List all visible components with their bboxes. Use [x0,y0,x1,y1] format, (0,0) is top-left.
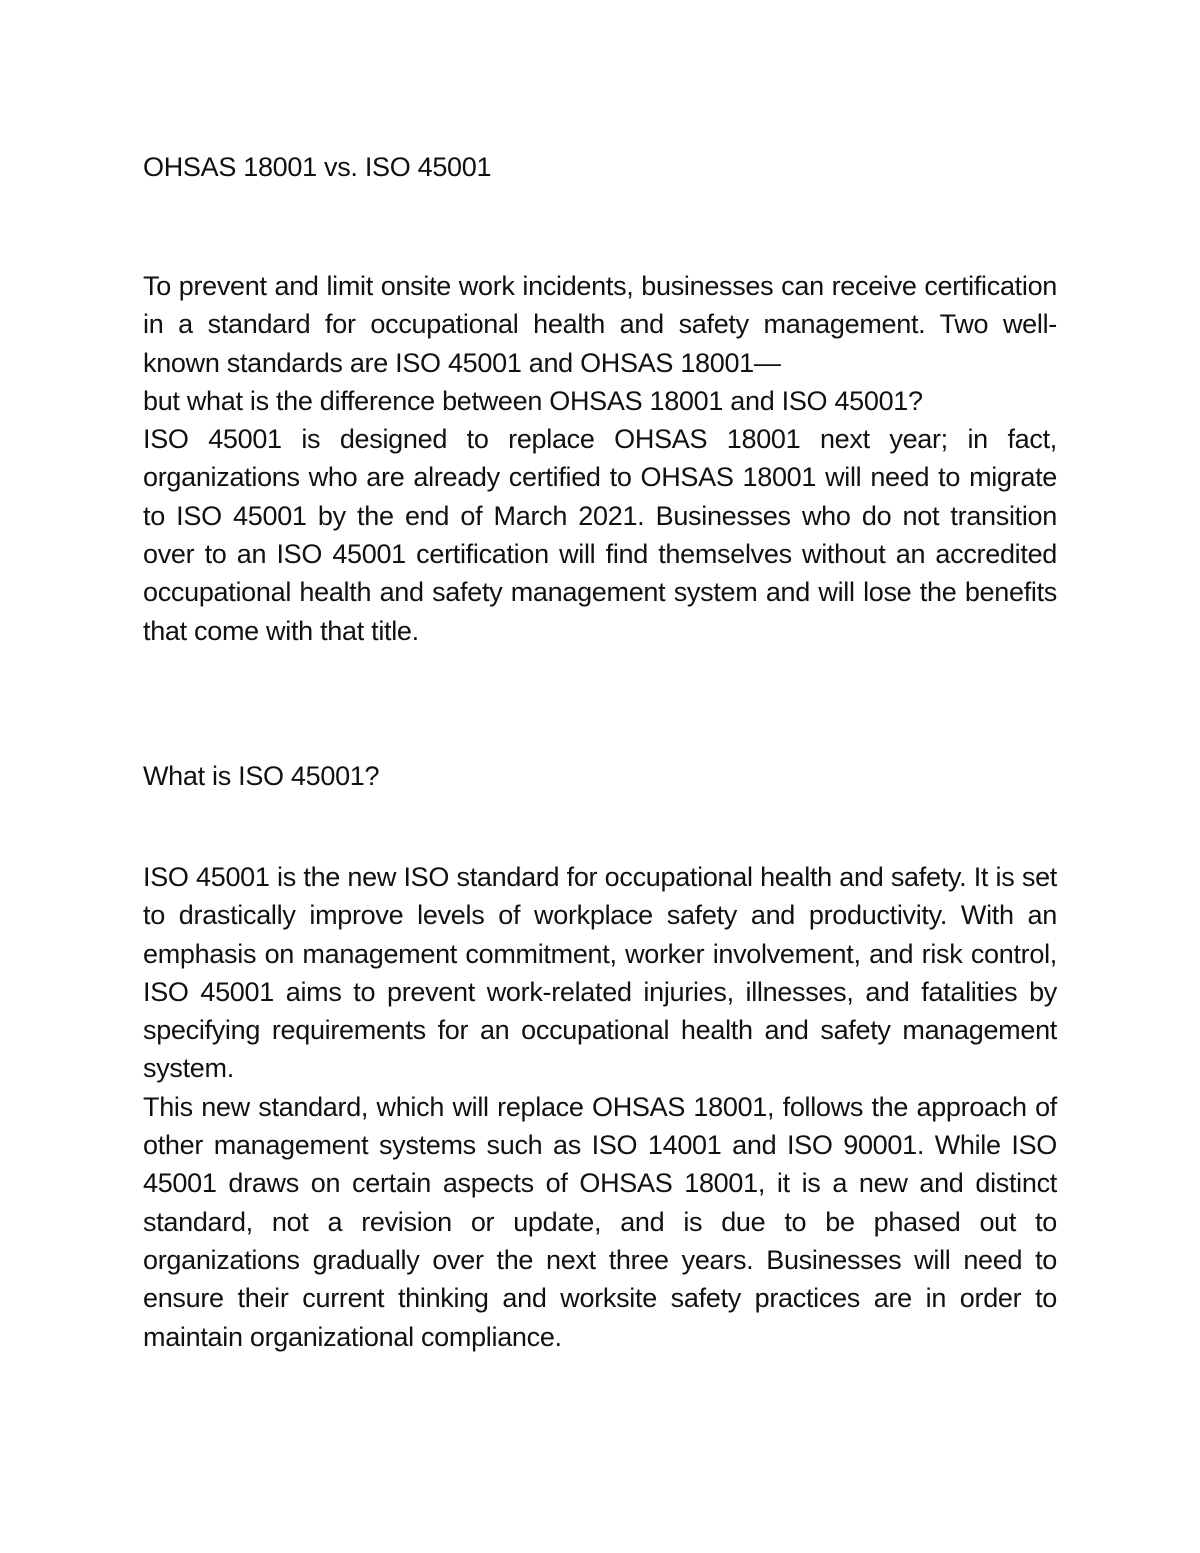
section-paragraph-1: ISO 45001 is the new ISO standard for occupational health and safety. It is set to drastically improve levels of workplace safety and productivity. With an emphasis on management commitment, worker involvement, and risk control, ISO 45001 aims to prevent work-related injuries, illnesses, and fatalities by specifying requirements for an occupational health and safety management system. [143,862,1057,1084]
intro-block [143,267,1057,650]
intro-paragraph-1: To prevent and limit onsite work incidents, businesses can receive certification in a standard for occupational health and safety management. Two well-known standards are ISO 45001 and OHSAS 18001— [143,271,1057,378]
intro-paragraph-3: ISO 45001 is designed to replace OHSAS 18001 next year; in fact, organizations who are already certified to OHSAS 18001 will need to migrate to ISO 45001 by the end of March 2021. Businesses who do not transition over to an ISO 45001 certification will find themselves without an accredited occupational health and safety management system and will lose the benefits that come with that title. [143,424,1057,646]
section-paragraph-2: This new standard, which will replace OHSAS 18001, follows the approach of other management systems such as ISO 14001 and ISO 90001. While ISO 45001 draws on certain aspects of OHSAS 18001, it is a new and distinct standard, not a revision or update, and is due to be phased out to organizations gradually over the next three years. Businesses will need to ensure their current thinking and worksite safety practices are in order to maintain organizational compliance. [143,1091,1057,1352]
section-block [143,858,1057,1356]
document-title: OHSAS 18001 vs. ISO 45001 [143,152,492,182]
section-heading: What is ISO 45001? [143,761,380,791]
intro-paragraph-2: but what is the difference between OHSAS 18001 and ISO 45001? [143,385,923,416]
